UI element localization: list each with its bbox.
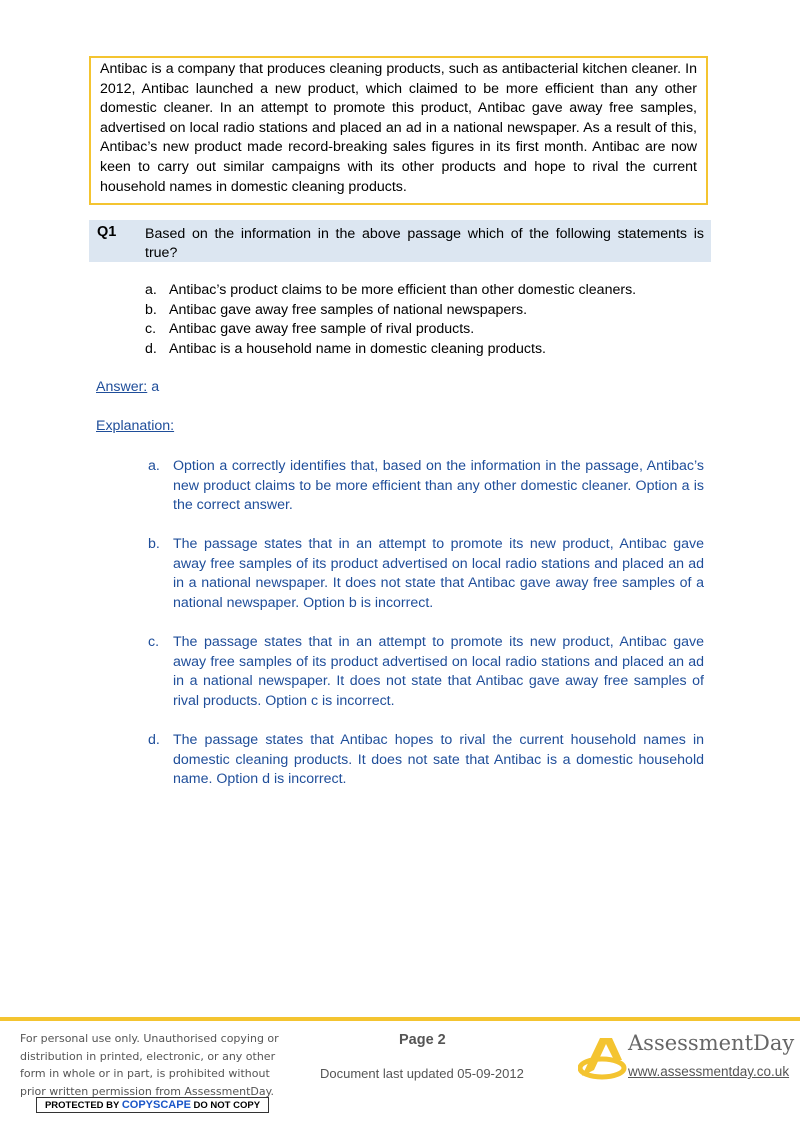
notice-line: distribution in printed, electronic, or any other	[20, 1049, 276, 1063]
explanation-item-c	[148, 633, 704, 711]
explanation-text: The passage states that in an attempt to promote its new product, Antibac gave away free samples of its product advertised on local radio stations and placed an ad in a national newspaper. It does not state that Antibac gave away free samples of rival products. Option c is incorrect.	[173, 634, 704, 709]
explanation-item-a	[148, 457, 704, 516]
copyscape-badge[interactable]	[36, 1097, 269, 1113]
option-text: Antibac is a household name in domestic cleaning products.	[169, 340, 546, 357]
option-letter: b.	[145, 301, 157, 318]
explanation-item-b	[148, 535, 704, 613]
copyscape-brand: COPYSCAPE	[121, 1099, 191, 1111]
option-letter: c.	[145, 321, 157, 337]
answer-line	[96, 379, 159, 395]
question-text: Based on the information in the above passage which of the following statements is true?	[145, 226, 704, 261]
notice-line: prior written permission from AssessmentDay.	[20, 1084, 275, 1098]
explanation-letter: b.	[148, 536, 160, 553]
explanation-letter: c.	[148, 634, 160, 651]
explanation-letter: d.	[148, 732, 160, 749]
website-link[interactable]: www.assessmentday.co.uk	[628, 1064, 790, 1079]
copyright-notice	[20, 1030, 305, 1100]
option-b	[145, 301, 636, 321]
answer-value: a	[147, 379, 160, 395]
option-a	[145, 281, 636, 301]
copyscape-suffix: DO NOT COPY	[190, 1100, 261, 1111]
logo-name: AssessmentDay	[628, 1031, 795, 1055]
explanation-letter: a.	[148, 458, 160, 474]
option-c	[145, 320, 636, 340]
page-number: Page 2	[399, 1032, 446, 1048]
explanation-text: The passage states that Antibac hopes to rival the current household names in domestic cleaning products. It does not sate that Antibac is a domestic household name. Option d is incorrect.	[173, 732, 704, 788]
explanation-item-d	[148, 731, 704, 790]
option-letter: a.	[145, 282, 157, 298]
option-text: Antibac gave away free sample of rival products.	[169, 321, 475, 337]
answer-options	[145, 281, 636, 359]
option-text: Antibac’s product claims to be more efficient than other domestic cleaners.	[169, 282, 637, 298]
notice-line: form in whole or in part, is prohibited without	[20, 1067, 270, 1080]
option-letter: d.	[145, 340, 157, 357]
answer-label: Answer:	[96, 379, 148, 395]
footer-divider	[0, 1017, 800, 1021]
option-d	[145, 340, 636, 360]
passage-box	[89, 56, 708, 205]
last-updated: Document last updated 05-09-2012	[320, 1066, 524, 1081]
explanation-list	[148, 457, 704, 809]
copyscape-prefix: PROTECTED BY	[44, 1100, 122, 1111]
option-text: Antibac gave away free samples of national newspapers.	[169, 301, 528, 318]
explanation-text: Option a correctly identifies that, based on the information in the passage, Antibac’s new product claims to be more efficient than any other domestic cleaner. Option a is the correct answer.	[173, 458, 704, 514]
explanation-label: Explanation:	[96, 418, 175, 434]
explanation-text: The passage states that in an attempt to promote its new product, Antibac gave away free samples of its product advertised on local radio stations and placed an ad in a national newspaper. It does not state that Antibac gave away free samples of a national newspaper. Option b is incorrect.	[173, 536, 704, 612]
question-bar	[89, 220, 711, 262]
question-label: Q1	[97, 224, 117, 240]
passage-text: Antibac is a company that produces cleaning products, such as antibacterial kitchen cleaner. In 2012, Antibac launched a new product, which claimed to be more efficient than any other domestic cleaner. In an attempt to promote this product, Antibac gave away free samples, advertised on local radio stations and placed an ad in a national newspaper. As a result of this, Antibac’s new product made record-breaking sales figures in its first month. Antibac are now keen to carry out similar campaigns with its other products and hope to rival the current household names in domestic cleaning products.	[100, 61, 697, 195]
notice-line: For personal use only. Unauthorised copying or	[20, 1032, 279, 1045]
